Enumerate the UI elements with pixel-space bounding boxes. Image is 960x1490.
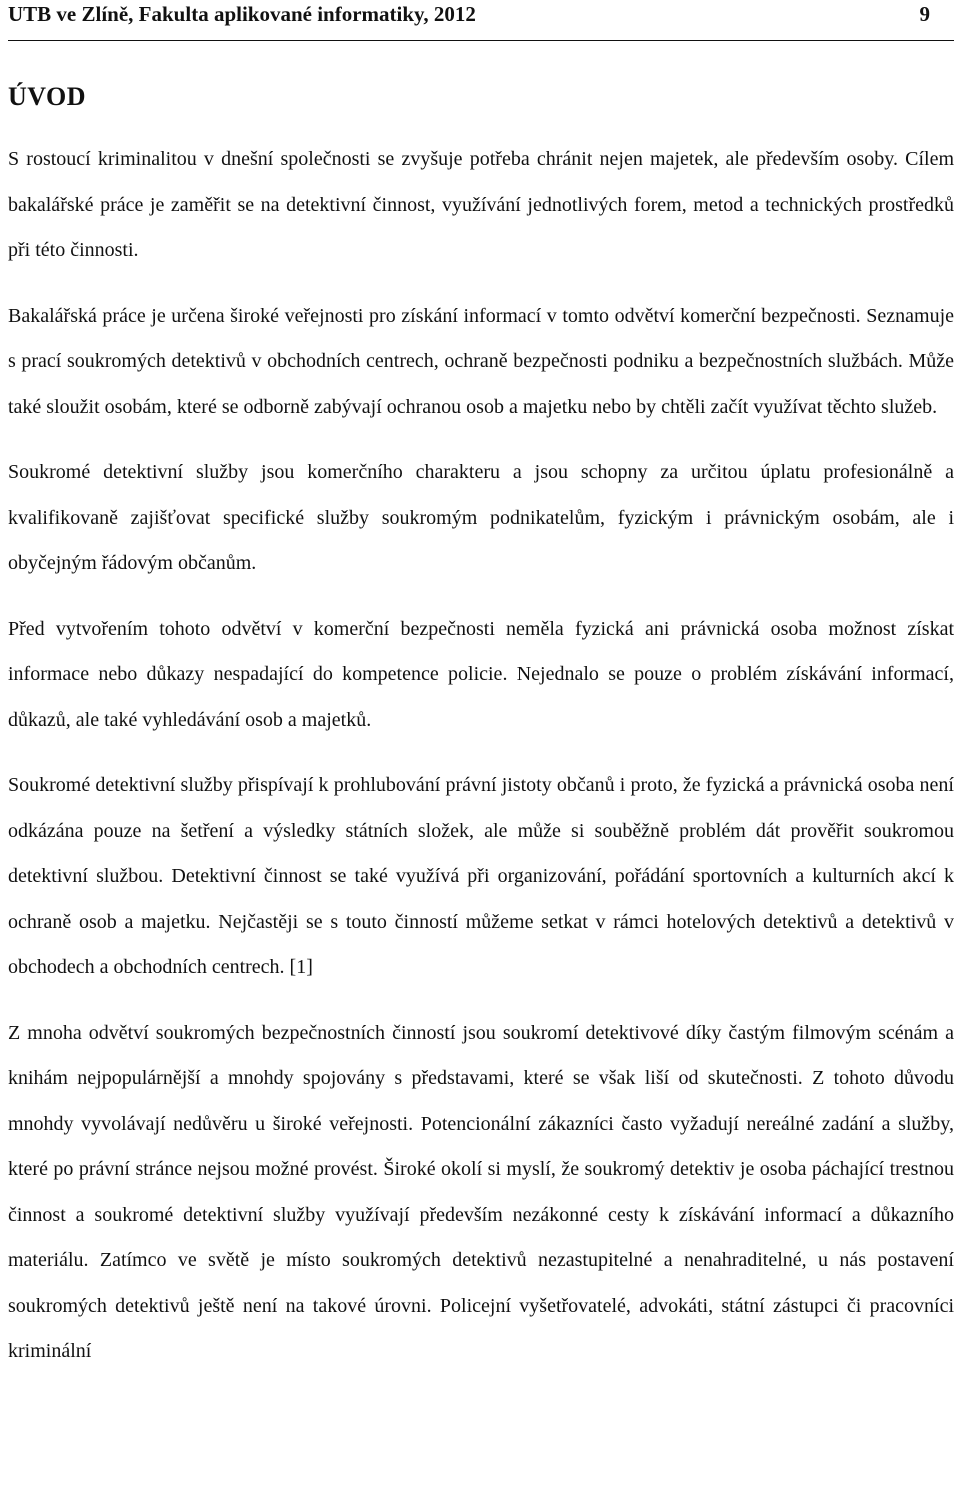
paragraph: S rostoucí kriminalitou v dnešní společnosti se zvyšuje potřeba chránit nejen majetek, ale především osoby. Cílem bakalářské práce je zaměřit se na detektivní činnost, využívání jednotlivých forem, metod a technických prostředků při této činnosti.: [8, 148, 954, 261]
page-number: 9: [919, 2, 930, 26]
body-text: [8, 137, 954, 1395]
paragraph: Soukromé detektivní služby přispívají k prohlubování právní jistoty občanů i proto, že fyzická a právnická osoba není odkázána pouze na šetření a výsledky státních složek, ale může si souběžně problém dát prověřit soukromou detektivní službou. Detektivní činnost se také využívá při organizování, pořádání sportovních a kulturních akcí k ochraně osob a majetku. Nejčastěji se s touto činností můžeme setkat v rámci hotelových detektivů a detektivů v obchodech a obchodních centrech. [1]: [8, 774, 954, 978]
header-title: UTB ve Zlíně, Fakulta aplikované informatiky, 2012: [8, 2, 476, 26]
chapter-title: ÚVOD: [8, 82, 87, 111]
paragraph: Před vytvořením tohoto odvětví v komerční bezpečnosti neměla fyzická ani právnická osoba možnost získat informace nebo důkazy nespadající do kompetence policie. Nejednalo se pouze o problém získávání informací, důkazů, ale také vyhledávání osob a majetků.: [8, 617, 954, 731]
paragraph: Bakalářská práce je určena široké veřejnosti pro získání informací v tomto odvětví komerční bezpečnosti. Seznamuje s prací soukromých detektivů v obchodních centrech, ochraně bezpečnosti podniku a bezpečnostních službách. Může také sloužit osobám, které se odborně zabývají ochranou osob a majetku nebo by chtěli začít využívat těchto služeb.: [8, 304, 954, 418]
running-header: [8, 0, 954, 41]
paragraph: Soukromé detektivní služby jsou komerčního charakteru a jsou schopny za určitou úplatu profesionálně a kvalifikovaně zajišťovat specifické služby soukromým podnikatelům, fyzickým i právnickým osobám, ale i obyčejným řádovým občanům.: [8, 461, 954, 574]
paragraph: Z mnoha odvětví soukromých bezpečnostních činností jsou soukromí detektivové díky častým filmovým scénám a knihám nejpopulárnější a mnohdy spojovány s představami, které se však liší od skutečnosti. Z tohoto důvodu mnohdy vyvolávají nedůvěru u široké veřejnosti. Potencionální zákazníci často vyžadují nereálné zadání a služby, které po právní stránce nejsou možné provést. Široké okolí si myslí, že soukromý detektiv je osoba páchající trestnou činnost a soukromé detektivní služby využívají především nezákonné cesty k získávání informací a důkazního materiálu. Zatímco ve světě je místo soukromých detektivů nezastupitelné a nenahraditelné, u nás postavení soukromých detektivů ještě není na takové úrovni. Policejní vyšetřovatelé, advokáti, státní zástupci či pracovníci kriminální: [8, 1021, 954, 1362]
